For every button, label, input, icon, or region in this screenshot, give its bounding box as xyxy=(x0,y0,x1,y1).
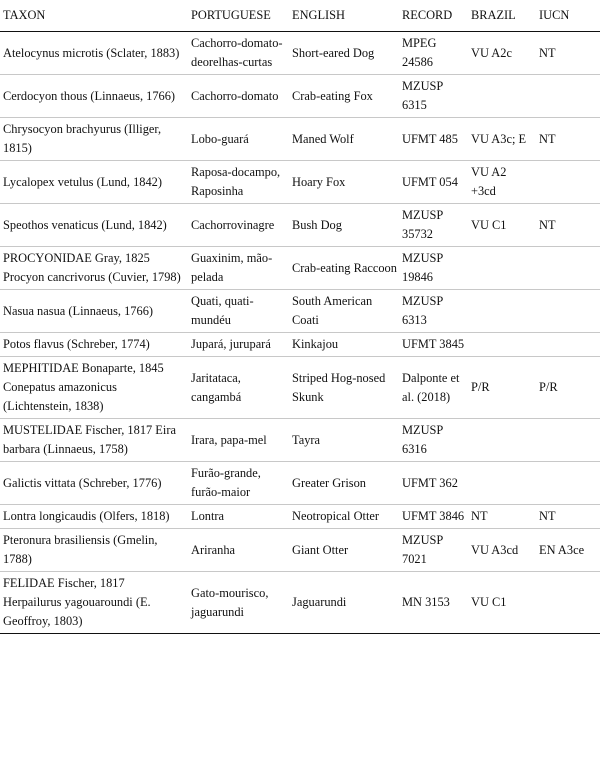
cell-portuguese: Lobo-guará xyxy=(188,118,289,161)
cell-portuguese: Ariranha xyxy=(188,529,289,572)
cell-taxon: Pteronura brasiliensis (Gmelin, 1788) xyxy=(0,529,188,572)
cell-record: UFMT 054 xyxy=(399,161,468,204)
cell-portuguese: Quati, quati-mundéu xyxy=(188,290,289,333)
cell-taxon: Cerdocyon thous (Linnaeus, 1766) xyxy=(0,75,188,118)
cell-taxon: Lontra longicaudis (Olfers, 1818) xyxy=(0,505,188,529)
cell-portuguese: Cachorro-domato xyxy=(188,75,289,118)
table-row xyxy=(0,118,600,161)
cell-english: Bush Dog xyxy=(289,204,399,247)
table-row xyxy=(0,333,600,357)
cell-portuguese: Guaxinim, mão-pelada xyxy=(188,247,289,290)
cell-english: Greater Grison xyxy=(289,462,399,505)
cell-english: South American Coati xyxy=(289,290,399,333)
cell-portuguese: Cachorro-domato-deorelhas-curtas xyxy=(188,32,289,75)
cell-english: Jaguarundi xyxy=(289,572,399,634)
cell-brazil xyxy=(468,75,536,118)
header-taxon: TAXON xyxy=(0,0,188,32)
cell-taxon: Speothos venaticus (Lund, 1842) xyxy=(0,204,188,247)
header-row xyxy=(0,0,600,32)
cell-iucn: NT xyxy=(536,505,600,529)
cell-taxon: MEPHITIDAE Bonaparte, 1845 Conepatus amazonicus (Lichtenstein, 1838) xyxy=(0,357,188,419)
cell-record: UFMT 362 xyxy=(399,462,468,505)
cell-portuguese: Furão-grande, furão-maior xyxy=(188,462,289,505)
table-row xyxy=(0,357,600,419)
cell-record: MZUSP 6313 xyxy=(399,290,468,333)
cell-taxon: Chrysocyon brachyurus (Illiger, 1815) xyxy=(0,118,188,161)
cell-brazil: VU A2c xyxy=(468,32,536,75)
cell-iucn xyxy=(536,247,600,290)
table-row xyxy=(0,572,600,634)
header-english: ENGLISH xyxy=(289,0,399,32)
cell-portuguese: Raposa-docampo, Raposinha xyxy=(188,161,289,204)
cell-english: Maned Wolf xyxy=(289,118,399,161)
cell-iucn: NT xyxy=(536,32,600,75)
cell-taxon: Nasua nasua (Linnaeus, 1766) xyxy=(0,290,188,333)
table-row xyxy=(0,462,600,505)
cell-portuguese: Lontra xyxy=(188,505,289,529)
cell-record: UFMT 3846 xyxy=(399,505,468,529)
cell-english: Neotropical Otter xyxy=(289,505,399,529)
cell-brazil xyxy=(468,333,536,357)
cell-taxon: Atelocynus microtis (Sclater, 1883) xyxy=(0,32,188,75)
cell-taxon: PROCYONIDAE Gray, 1825 Procyon cancrivorus (Cuvier, 1798) xyxy=(0,247,188,290)
cell-record: UFMT 3845 xyxy=(399,333,468,357)
cell-brazil: VU C1 xyxy=(468,572,536,634)
cell-brazil: VU A2 +3cd xyxy=(468,161,536,204)
cell-english: Crab-eating Fox xyxy=(289,75,399,118)
cell-taxon: Lycalopex vetulus (Lund, 1842) xyxy=(0,161,188,204)
table-row xyxy=(0,161,600,204)
cell-brazil: VU C1 xyxy=(468,204,536,247)
table-row xyxy=(0,290,600,333)
cell-record: MZUSP 6316 xyxy=(399,419,468,462)
cell-record: MPEG 24586 xyxy=(399,32,468,75)
cell-iucn: P/R xyxy=(536,357,600,419)
header-portuguese: PORTUGUESE xyxy=(188,0,289,32)
table-row xyxy=(0,32,600,75)
cell-taxon: MUSTELIDAE Fischer, 1817 Eira barbara (Linnaeus, 1758) xyxy=(0,419,188,462)
cell-brazil xyxy=(468,290,536,333)
table-row xyxy=(0,247,600,290)
header-iucn: IUCN xyxy=(536,0,600,32)
cell-brazil: P/R xyxy=(468,357,536,419)
header-record: RECORD xyxy=(399,0,468,32)
cell-brazil: NT xyxy=(468,505,536,529)
cell-iucn xyxy=(536,75,600,118)
table-row xyxy=(0,529,600,572)
cell-brazil: VU A3cd xyxy=(468,529,536,572)
cell-english: Giant Otter xyxy=(289,529,399,572)
table-row xyxy=(0,505,600,529)
cell-english: Tayra xyxy=(289,419,399,462)
table-row xyxy=(0,75,600,118)
cell-record: Dalponte et al. (2018) xyxy=(399,357,468,419)
cell-english: Striped Hog-nosed Skunk xyxy=(289,357,399,419)
cell-taxon: Galictis vittata (Schreber, 1776) xyxy=(0,462,188,505)
cell-iucn xyxy=(536,462,600,505)
cell-taxon: Potos flavus (Schreber, 1774) xyxy=(0,333,188,357)
cell-iucn xyxy=(536,290,600,333)
table-row xyxy=(0,419,600,462)
cell-brazil: VU A3c; E xyxy=(468,118,536,161)
cell-taxon: FELIDAE Fischer, 1817 Herpailurus yagouaroundi (E. Geoffroy, 1803) xyxy=(0,572,188,634)
cell-record: UFMT 485 xyxy=(399,118,468,161)
cell-iucn xyxy=(536,572,600,634)
cell-record: MN 3153 xyxy=(399,572,468,634)
cell-brazil xyxy=(468,419,536,462)
cell-iucn xyxy=(536,333,600,357)
cell-brazil xyxy=(468,462,536,505)
cell-iucn xyxy=(536,419,600,462)
cell-english: Crab-eating Raccoon xyxy=(289,247,399,290)
cell-portuguese: Jaritataca, cangambá xyxy=(188,357,289,419)
cell-english: Hoary Fox xyxy=(289,161,399,204)
cell-record: MZUSP 6315 xyxy=(399,75,468,118)
cell-iucn: NT xyxy=(536,118,600,161)
cell-brazil xyxy=(468,247,536,290)
cell-portuguese: Jupará, jurupará xyxy=(188,333,289,357)
cell-iucn: NT xyxy=(536,204,600,247)
cell-iucn xyxy=(536,161,600,204)
cell-record: MZUSP 35732 xyxy=(399,204,468,247)
cell-record: MZUSP 7021 xyxy=(399,529,468,572)
cell-iucn: EN A3ce xyxy=(536,529,600,572)
cell-portuguese: Gato-mourisco, jaguarundi xyxy=(188,572,289,634)
header-brazil: BRAZIL xyxy=(468,0,536,32)
cell-record: MZUSP 19846 xyxy=(399,247,468,290)
cell-portuguese: Irara, papa-mel xyxy=(188,419,289,462)
cell-portuguese: Cachorrovinagre xyxy=(188,204,289,247)
table-row xyxy=(0,204,600,247)
cell-english: Kinkajou xyxy=(289,333,399,357)
cell-english: Short-eared Dog xyxy=(289,32,399,75)
